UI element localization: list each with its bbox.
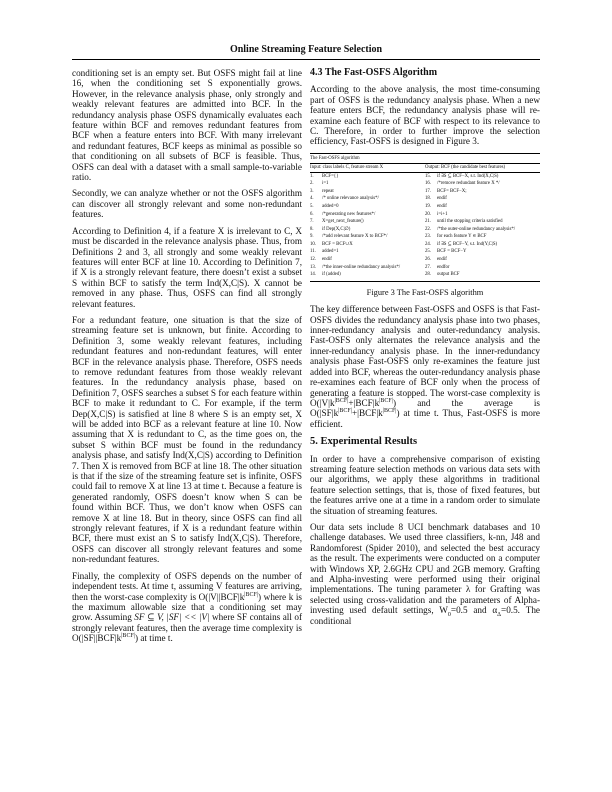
line-number: 3. xyxy=(310,188,314,194)
algorithm-line xyxy=(310,195,425,203)
paragraph: The key difference between Fast-OSFS and OSFS is that Fast-OSFS divides the redundancy analysis phase into two phases, inner-redundancy analysis and outer-redundancy analysis. Fast-OSFS only alternates the relevance analysis and the inner-redundancy analysis phase. In the inner-redundancy analysis phase Fast-OSFS only re-examines the feature just added into BCF, whereas the outer-redundancy analysis phase re-examines each feature of BCF only when the process of generating a feature is stopped. The worst-case complexity is $O(|V|k^{|BCF|}+|BCF|k^{|BCF|})$ and the average is $O(|SF|k^{|BCF|}+|BCF|k^{|BCF|})$ at time t. Thus, Fast-OSFS is more efficient. xyxy=(310,304,540,429)
algorithm-line xyxy=(425,218,540,226)
algorithm-io xyxy=(310,164,540,173)
line-number: 22. xyxy=(425,226,431,232)
section-heading: 4.3 The Fast-OSFS Algorithm xyxy=(310,67,438,78)
algorithm-line xyxy=(310,203,425,211)
algorithm-line xyxy=(310,226,425,234)
algorithm-line xyxy=(310,233,425,241)
math-expression: SF ⊆ V, |SF| << |V| xyxy=(134,612,210,623)
right-column xyxy=(310,68,540,632)
algorithm-line xyxy=(425,256,540,264)
line-text: X=get_next_feature() xyxy=(322,219,364,225)
paragraph: According to Definition 4, if a feature X is irrelevant to C, X must be discarded in the relevance analysis phase. Thus, from Definitions 2 and 3, all strongly and some weakly relevant features will enter BCF at line 10. According to Definition 7, if X is a strongly relevant feature, there doesn’t exist a subset S within BCF to satisfy the term Ind(X,C|S). X cannot be removed in any phase. Thus, OSFS can find all strongly relevant features. xyxy=(72,225,302,309)
line-number: 25. xyxy=(425,249,431,255)
line-text: BCF = BCF−Y xyxy=(437,249,467,255)
line-number: 12. xyxy=(310,257,316,263)
line-text: endif xyxy=(437,257,447,263)
algorithm-lines-left xyxy=(310,173,425,279)
section-heading: 5. Experimental Results xyxy=(310,436,418,448)
algorithm-line xyxy=(310,173,425,181)
paragraph: For a redundant feature, one situation is that the size of streaming feature set is unknown, but finite. According to Definition 3, some weakly relevant features, including redundant features and non-redundant features, will enter BCF in the relevance analysis phase. Therefore, OSFS needs to remove redundant features from those weakly relevant features. In the redundancy analysis phase, based on Definition 7, OSFS searches a subset S for each feature within BCF to make it redundant to C. For example, if the term Dep(X,C|S) is satisfied at line 8 where S is an empty set, X will be added into BCF as a relevant feature at line 10. Now assuming that X is redundant to C, as the time goes on, the subset S within BCF must be found in the redundancy analysis phase, and satisfy Ind(X,C|S) according to Definition 7. Then X is removed from BCF at line 18. The other situation is that if the size of the streaming feature set is infinite, OSFS could fail to remove X at line 13 at time t. Because a feature is generated randomly, OSFS doesn’t know when S can be found within BCF. Thus, we don’t know when OSFS can remove X at line 18. But in theory, since OSFS can find all strongly relevant features, if X is a redundant feature within BCF, there must exist an S to satisfy Ind(X,C|S). Therefore, OSFS can discover all strongly relevant features and some non-redundant features. xyxy=(72,314,302,565)
algorithm-output: Output: BCF (the candidate best features) xyxy=(425,164,506,170)
line-text: endif xyxy=(322,257,332,263)
header-rule xyxy=(72,59,540,60)
line-text: endif xyxy=(437,203,447,209)
line-text: added=1 xyxy=(322,249,339,255)
algorithm-line xyxy=(310,180,425,188)
line-text: BCF= BCF−X; xyxy=(437,188,467,194)
algorithm-line xyxy=(425,271,540,279)
line-text: if Dep(X,C|∅) xyxy=(322,226,351,232)
line-number: 15. xyxy=(425,173,431,179)
line-text: for each feature Y ∈ BCF xyxy=(437,234,487,240)
line-number: 8. xyxy=(310,226,314,232)
line-text: added=0 xyxy=(322,203,339,209)
line-text: /*remove redundant feature X */ xyxy=(437,181,500,187)
complexity-paragraph: Finally, the complexity of OSFS depends on the number of independent tests. At time t, assuming V features are arriving, then the worst-case complexity is $O(|V||BCF|k^{|BCF|})$ where k is the maximum allowable size that a conditioning set may grow. Assuming SF ⊆ V, |SF| << |V| where SF contains all of strongly relevant features, then the average time complexity is $O(|SF||BCF|k^{|BCF|})$ at time t. xyxy=(72,570,303,644)
line-text: if ∃S ⊆ BCF−Y, s.t. Ind(Y,C|S) xyxy=(437,241,498,247)
line-number: 9. xyxy=(310,234,314,240)
line-text: until the stopping criteria satisfied xyxy=(437,219,503,225)
algorithm-line xyxy=(425,248,540,256)
algorithm-line xyxy=(310,218,425,226)
line-text: /*the inner-online redundancy analysis*/ xyxy=(322,264,401,270)
line-number: 24. xyxy=(425,241,431,247)
line-number: 23. xyxy=(425,234,431,240)
line-number: 26. xyxy=(425,257,431,263)
line-number: 5. xyxy=(310,203,314,209)
line-number: 16. xyxy=(425,181,431,187)
line-text: repeat xyxy=(322,188,334,194)
line-number: 28. xyxy=(425,272,431,278)
algorithm-input: Input: class labels C, feature stream X xyxy=(310,164,384,170)
line-number: 13. xyxy=(310,264,316,270)
paragraph: conditioning set is an empty set. But OSFS might fail at line 16, when the conditioning set S exponentially grows. However, in the relevance analysis phase, only strongly and weakly relevant features are admitted into BCF. In the redundancy analysis phase OSFS dynamically evaluates each feature within BCF and removes redundant features from BCF when a feature enters into BCF. With many irrelevant and redundant features, BCF keeps as minimal as possible so that conditioning on all subsets of BCF is feasible. Thus, OSFS can deal with a dataset with a small sample-to-variable ratio. xyxy=(72,68,302,183)
line-text: /*the outer-online redundancy analysis*/ xyxy=(437,226,516,232)
algorithm-line xyxy=(425,241,540,249)
line-number: 21. xyxy=(425,219,431,225)
line-text: /*generating new features*/ xyxy=(322,211,376,217)
algorithm-line xyxy=(310,264,425,272)
line-number: 4. xyxy=(310,196,314,202)
algorithm-line xyxy=(425,180,540,188)
algorithm-line xyxy=(425,195,540,203)
line-number: 14. xyxy=(310,272,316,278)
algorithm-line xyxy=(310,248,425,256)
algorithm-line xyxy=(310,188,425,196)
line-text: i=1 xyxy=(322,181,329,187)
line-text: output BCF xyxy=(437,272,460,278)
line-number: 7. xyxy=(310,219,314,225)
algorithm-box xyxy=(310,153,540,282)
paragraph: Secondly, we can analyze whether or not the OSFS algorithm can discover all strongly relevant and some non-redundant features. xyxy=(72,188,302,220)
line-number: 1. xyxy=(310,173,314,179)
line-text: /* online relevance analysis*/ xyxy=(322,196,379,202)
algorithm-line xyxy=(310,241,425,249)
algorithm-line xyxy=(310,256,425,264)
running-header: Online Streaming Feature Selection xyxy=(229,44,383,55)
line-number: 11. xyxy=(310,249,316,255)
line-number: 17. xyxy=(425,188,431,194)
algorithm-line xyxy=(425,211,540,219)
line-number: 27. xyxy=(425,264,431,270)
algorithm-line xyxy=(425,173,540,181)
line-number: 18. xyxy=(425,196,431,202)
left-column xyxy=(72,68,302,650)
paragraph: According to the above analysis, the most time-consuming part of OSFS is the redundancy analysis phase. When a new feature enters BCF, the redundancy analysis phase will re-examine each feature of BCF with respect to its relevance to C. Therefore, in order to further improve the selection efficiency, Fast-OSFS is designed in Figure 3. xyxy=(310,84,540,147)
line-number: 20. xyxy=(425,211,431,217)
line-text: i=i+1 xyxy=(437,211,448,217)
figure-caption: Figure 3 The Fast-OSFS algorithm xyxy=(366,287,484,297)
line-text: /*add relevant feature X to BCF*/ xyxy=(322,234,388,240)
line-text: if ∃S ⊆ BCF−X, s.t. Ind(X,C|S) xyxy=(437,173,499,179)
algorithm-lines-right xyxy=(425,173,540,279)
algorithm-line xyxy=(310,271,425,279)
paragraph: In order to have a comprehensive comparison of existing streaming feature selection methods on various data sets with our algorithms, we apply these algorithms in traditional feature selection settings, that is, those of fixed features, but the features arrive one at a time in a random order to simulate the situation of streaming features. xyxy=(310,453,540,516)
algorithm-line xyxy=(310,211,425,219)
line-text: BCF={} xyxy=(322,173,339,179)
algorithm-line xyxy=(425,264,540,272)
line-number: 10. xyxy=(310,241,316,247)
line-text: if (added) xyxy=(322,272,341,278)
algorithm-line xyxy=(425,233,540,241)
line-text: endfor xyxy=(437,264,450,270)
line-number: 19. xyxy=(425,203,431,209)
algorithm-line xyxy=(425,188,540,196)
line-number: 6. xyxy=(310,211,314,217)
algorithm-line xyxy=(425,203,540,211)
paragraph: Our data sets include 8 UCI benchmark databases and 10 challenge databases. We used three classifiers, k-nn, J48 and Randomforest (Spider 2010), and selected the best accuracy as the result. The experiments were conducted on a computer with Windows XP, 2.6GHz CPU and 2GB memory. Grafting and Alpha-investing were performed using their original implementations. The tuning parameter λ for Grafting was selected using cross-validation and the parameters of Alpha-investing used default settings, $W_0=0.5$ and $\alpha_\Delta=0.5$. The conditional xyxy=(310,521,541,626)
algorithm-line xyxy=(425,226,540,234)
line-text: endif xyxy=(437,196,447,202)
line-text: BCF = BCF∪X xyxy=(322,241,353,247)
line-number: 2. xyxy=(310,181,314,187)
algorithm-title: The Fast-OSFS algorithm xyxy=(310,155,540,164)
